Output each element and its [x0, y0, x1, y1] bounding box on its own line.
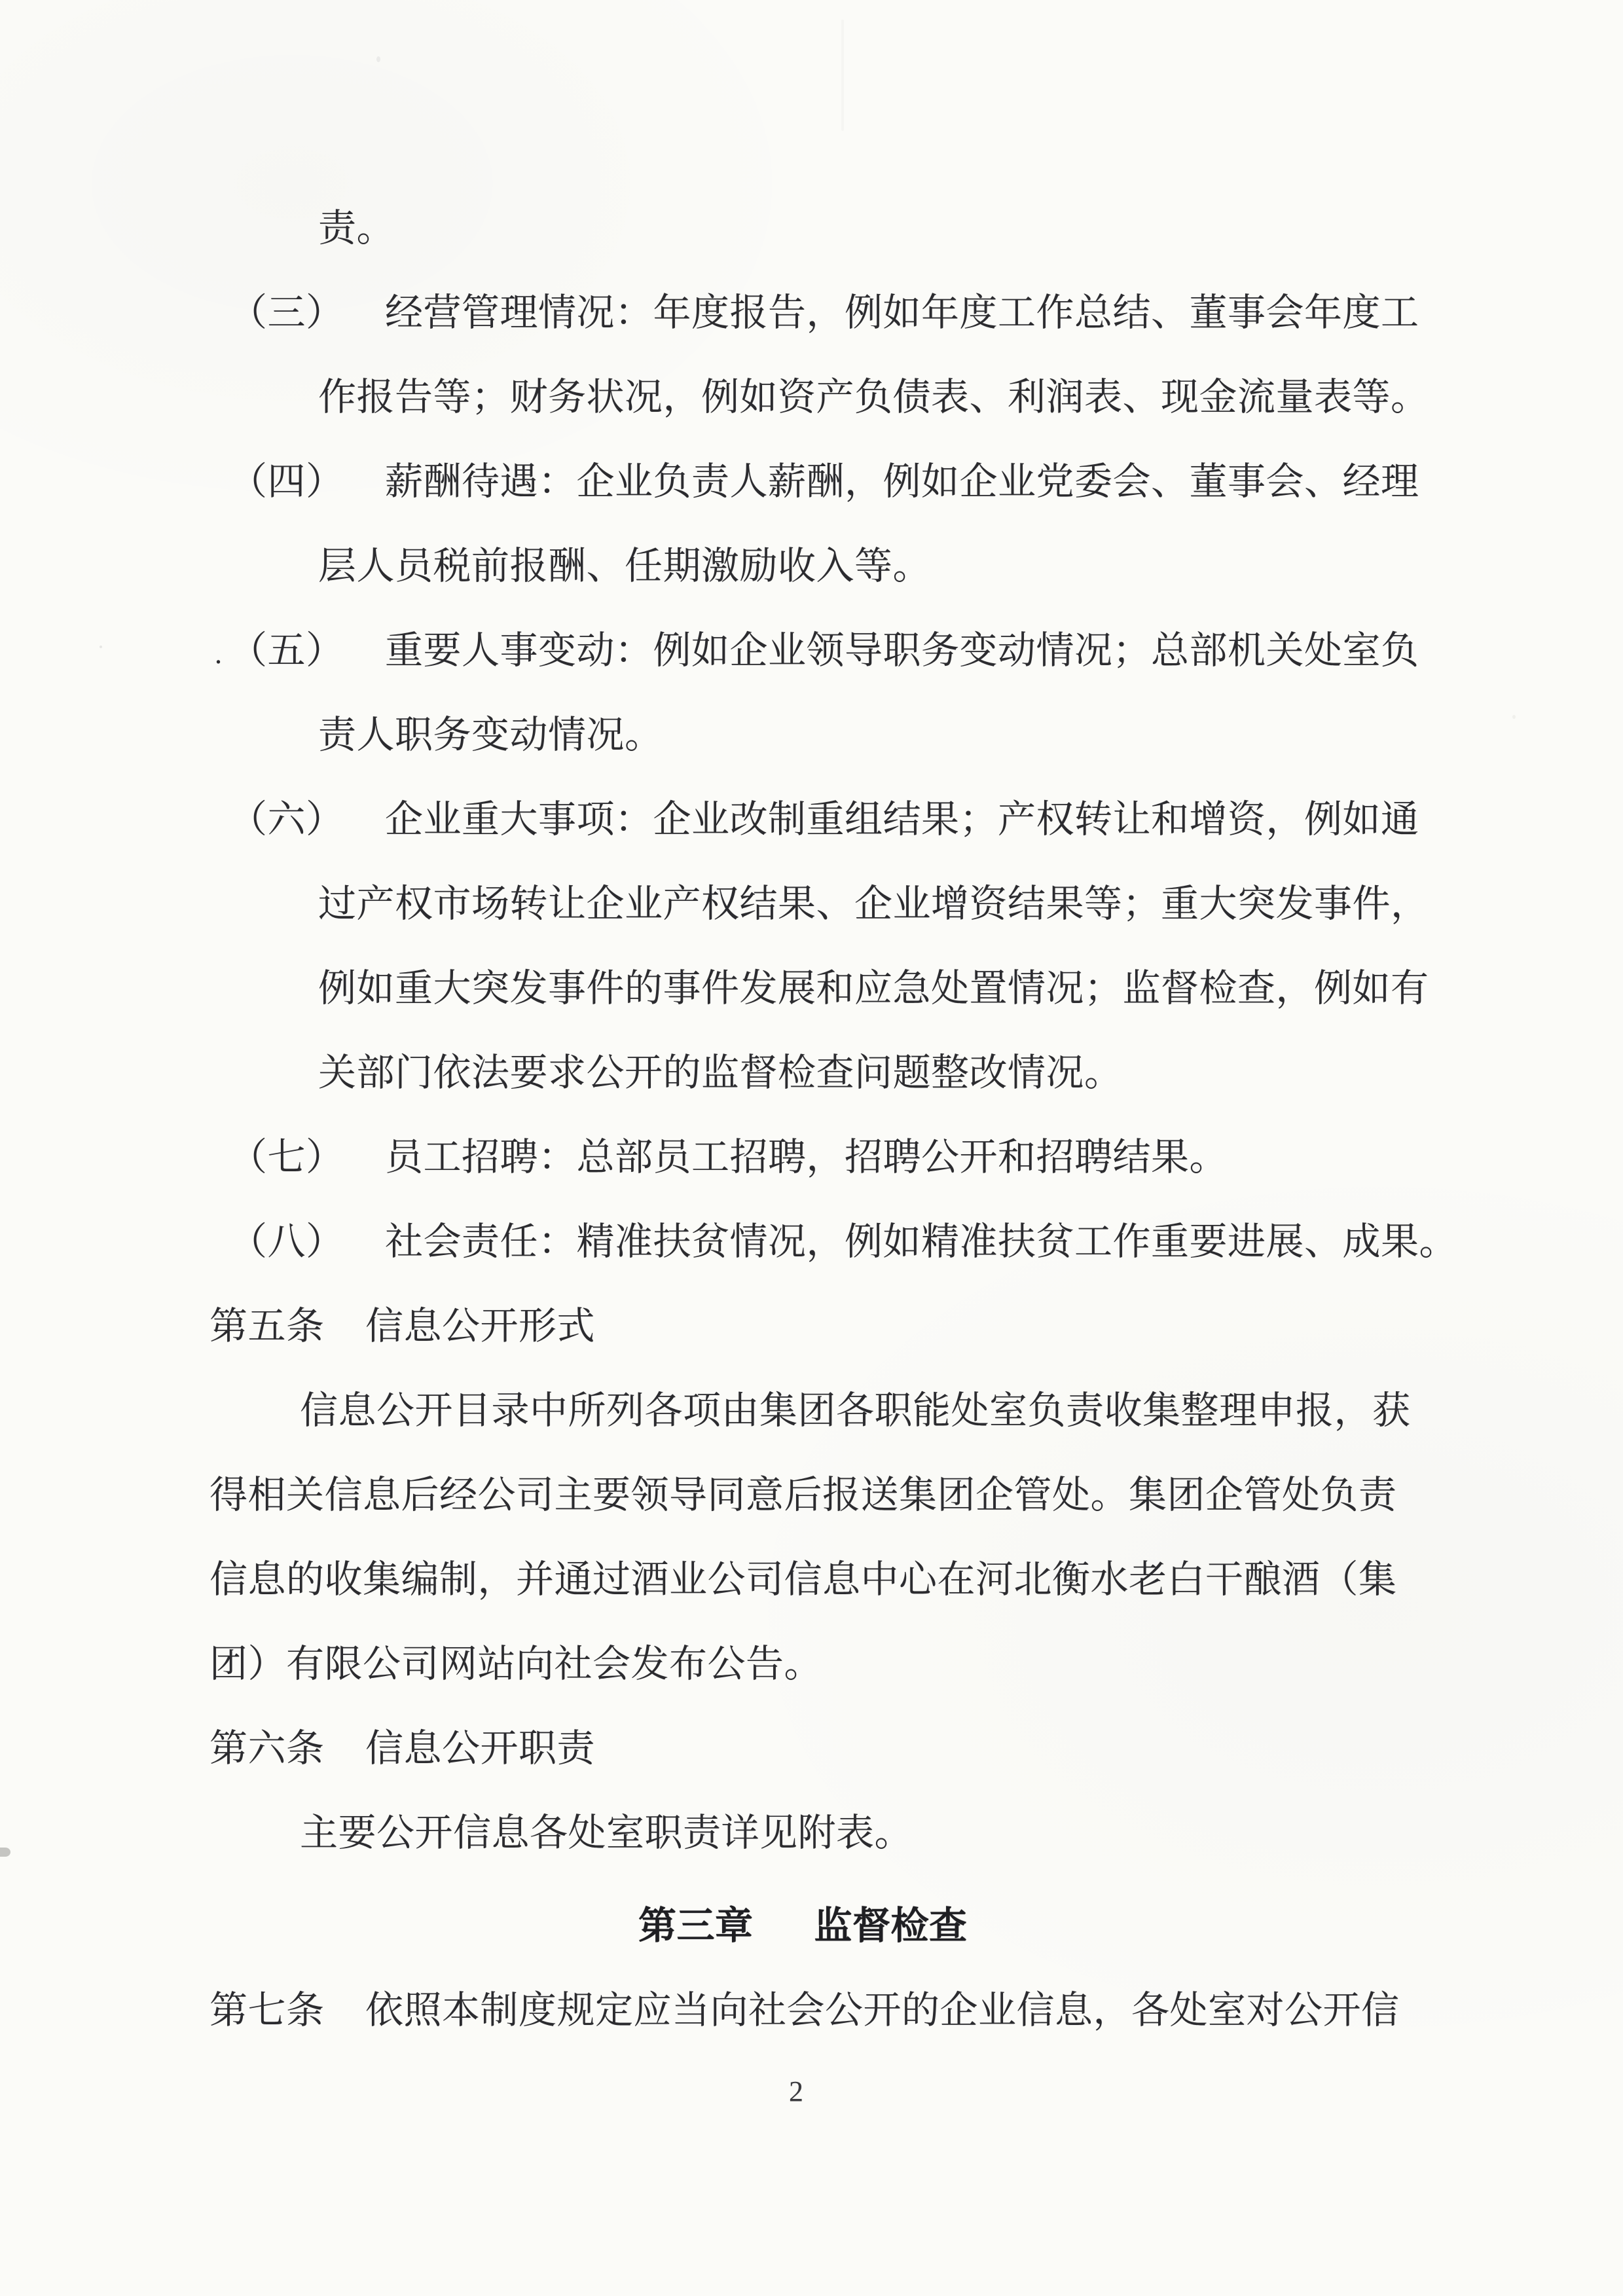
item-marker: （八）: [229, 1220, 344, 1263]
line-text: 信息公开职责: [365, 1727, 596, 1770]
paragraph-line: [210, 524, 1597, 608]
article-line: [210, 1968, 1597, 2052]
line-text: 得相关信息后经公司主要领导同意后报送集团企管处。集团企管处负责: [210, 1474, 1397, 1516]
list-item-line: [210, 1199, 1597, 1284]
scan-speck: [100, 646, 102, 648]
line-text: 信息的收集编制，并通过酒业公司信息中心在河北衡水老白干酿酒（集: [210, 1558, 1397, 1601]
article-number: 第六条: [210, 1727, 325, 1770]
article-line: [210, 1706, 1597, 1791]
scan-speck: [376, 56, 380, 62]
line-text: 监督检查: [814, 1904, 968, 1947]
paragraph-line: [210, 1368, 1597, 1453]
item-marker: （七）: [229, 1136, 344, 1178]
article-line: [210, 1284, 1597, 1368]
paragraph-line: [210, 1791, 1597, 1875]
chapter-heading: [210, 1884, 1597, 1968]
line-text: 例如重大突发事件的事件发展和应急处置情况；监督检查，例如有: [318, 967, 1429, 1010]
paragraph-line: [210, 862, 1597, 946]
line-text: 过产权市场转让企业产权结果、企业增资结果等；重大突发事件，: [318, 883, 1429, 925]
page-number: 2: [789, 2075, 803, 2107]
list-item-line: [210, 1115, 1597, 1199]
list-item-line: [210, 777, 1597, 862]
item-marker: （六）: [229, 798, 344, 841]
line-text: 经营管理情况：年度报告，例如年度工作总结、董事会年度工: [385, 291, 1419, 334]
line-text: 责。: [318, 207, 395, 249]
line-text: 依照本制度规定应当向社会公开的企业信息，各处室对公开信: [365, 1989, 1400, 2032]
line-text: 层人员税前报酬、任期激励收入等。: [318, 545, 932, 587]
scan-speck: [0, 1848, 10, 1857]
chapter-number: 第三章: [638, 1904, 754, 1947]
item-marker: （四）: [229, 460, 344, 503]
paragraph-line: [210, 1030, 1597, 1115]
article-number: 第五条: [210, 1305, 325, 1347]
line-text: 关部门依法要求公开的监督检查问题整改情况。: [318, 1051, 1123, 1094]
paragraph-line: [210, 1537, 1597, 1622]
item-marker: （五）: [229, 629, 344, 672]
item-marker: （三）: [229, 291, 344, 334]
paragraph-line: [210, 946, 1597, 1030]
document-body: [210, 186, 1597, 2052]
line-text: 作报告等；财务状况，例如资产负债表、利润表、现金流量表等。: [318, 376, 1429, 418]
list-item-line: [210, 270, 1597, 355]
line-text: 信息公开形式: [365, 1305, 596, 1347]
paragraph-line: [210, 355, 1597, 439]
line-text: 企业重大事项：企业改制重组结果；产权转让和增资，例如通: [385, 798, 1419, 841]
line-text: 责人职务变动情况。: [318, 714, 663, 756]
paragraph-line: [210, 1453, 1597, 1537]
list-item-line: . （五） 重要人事变动：例如企业领导职务变动情况；总部机关处室负: [210, 608, 1597, 693]
line-text: 主要公开信息各处室职责详见附表。: [300, 1812, 913, 1854]
line-text: 社会责任：精准扶贫情况，例如精准扶贫工作重要进展、成果。: [385, 1220, 1458, 1263]
line-text: 员工招聘：总部员工招聘，招聘公开和招聘结果。: [385, 1136, 1228, 1178]
scan-streak: [841, 20, 844, 131]
line-text: 信息公开目录中所列各项由集团各职能处室负责收集整理申报，获: [300, 1389, 1411, 1432]
paragraph-line: [210, 693, 1597, 777]
line-text: 重要人事变动：例如企业领导职务变动情况；总部机关处室负: [385, 629, 1419, 672]
paragraph-line: [210, 186, 1597, 270]
list-item-line: [210, 439, 1597, 524]
line-text: 薪酬待遇：企业负责人薪酬，例如企业党委会、董事会、经理: [385, 460, 1419, 503]
line-text: 团）有限公司网站向社会发布公告。: [210, 1643, 823, 1685]
article-number: 第七条: [210, 1989, 325, 2032]
paragraph-line: [210, 1622, 1597, 1706]
